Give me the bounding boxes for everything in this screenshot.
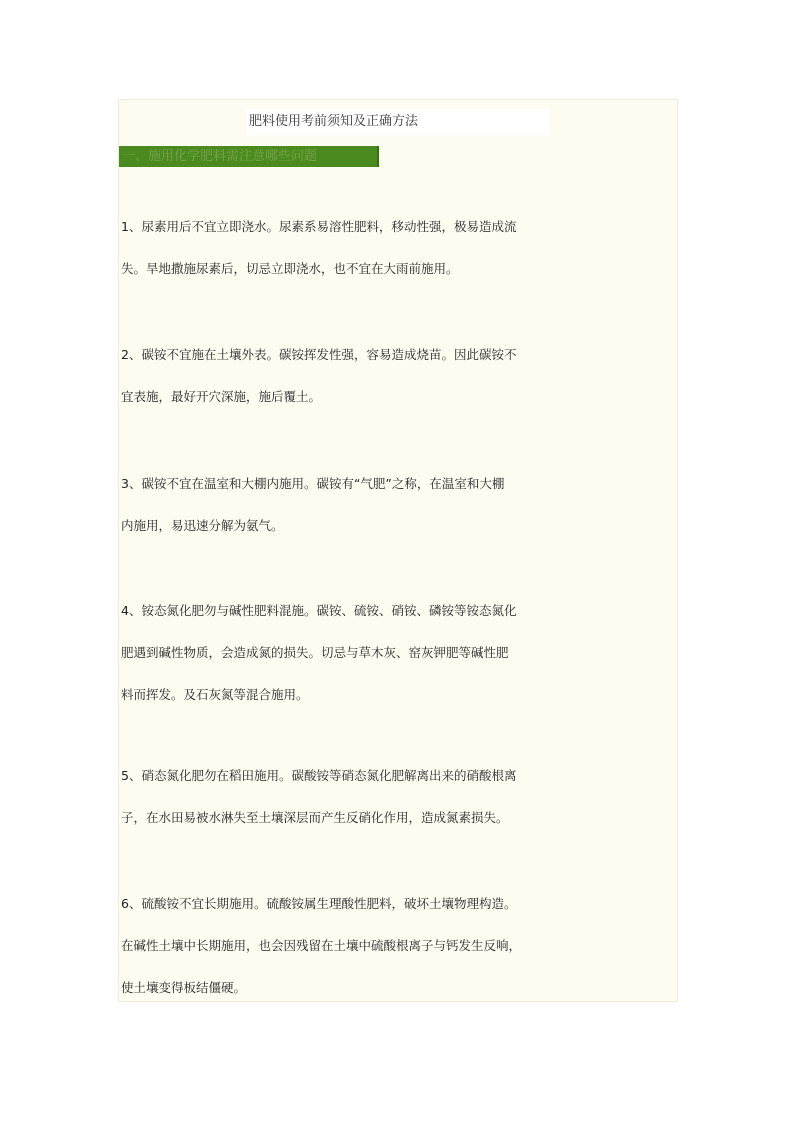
list-item [121, 601, 561, 705]
list-item [121, 894, 561, 998]
list-item [121, 474, 561, 536]
item-line: 在碱性土壤中长期施用，也会因残留在土壤中硫酸根离子与钙发生反响， [121, 938, 522, 953]
list-item [121, 345, 561, 407]
item-line: 失。旱地撒施尿素后，切忌立即浇水，也不宜在大雨前施用。 [121, 261, 459, 276]
document-panel [118, 99, 678, 1002]
item-line: 子，在水田易被水淋失至土壤深层而产生反硝化作用，造成氮素损失。 [121, 810, 509, 825]
item-line: 宜表施，最好开穴深施，施后覆土。 [121, 389, 322, 404]
item-line: 使土壤变得板结僵硬。 [121, 980, 247, 995]
item-line: 内施用，易迅速分解为氨气。 [121, 518, 284, 533]
item-line: 3、碳铵不宜在温室和大棚内施用。碳铵有“气肥”之称，在温室和大棚 [121, 476, 505, 491]
item-line: 2、碳铵不宜施在土壤外表。碳铵挥发性强，容易造成烧苗。因此碳铵不 [121, 347, 517, 362]
item-line: 料而挥发。及石灰氮等混合施用。 [121, 687, 309, 702]
title-box [247, 109, 549, 135]
list-item [121, 217, 561, 279]
item-line: 5、硝态氮化肥勿在稻田施用。碳酸铵等硝态氮化肥解离出来的硝酸根离 [121, 768, 517, 783]
section-heading: 一、施用化学肥料需注意哪些问题 [122, 149, 318, 164]
list-item [121, 766, 561, 828]
document-title: 肥料使用考前须知及正确方法 [249, 114, 419, 129]
item-line: 肥遇到碱性物质，会造成氮的损失。切忌与草木灰、窑灰钾肥等碱性肥 [121, 645, 509, 660]
section-heading-bar [119, 146, 379, 167]
item-line: 1、尿素用后不宜立即浇水。尿素系易溶性肥料，移动性强，极易造成流 [121, 219, 517, 234]
item-line: 4、铵态氮化肥勿与碱性肥料混施。碳铵、硫铵、硝铵、磷铵等铵态氮化 [121, 603, 517, 618]
item-line: 6、硫酸铵不宜长期施用。硫酸铵属生理酸性肥料，破坏土壤物理构造。 [121, 896, 517, 911]
